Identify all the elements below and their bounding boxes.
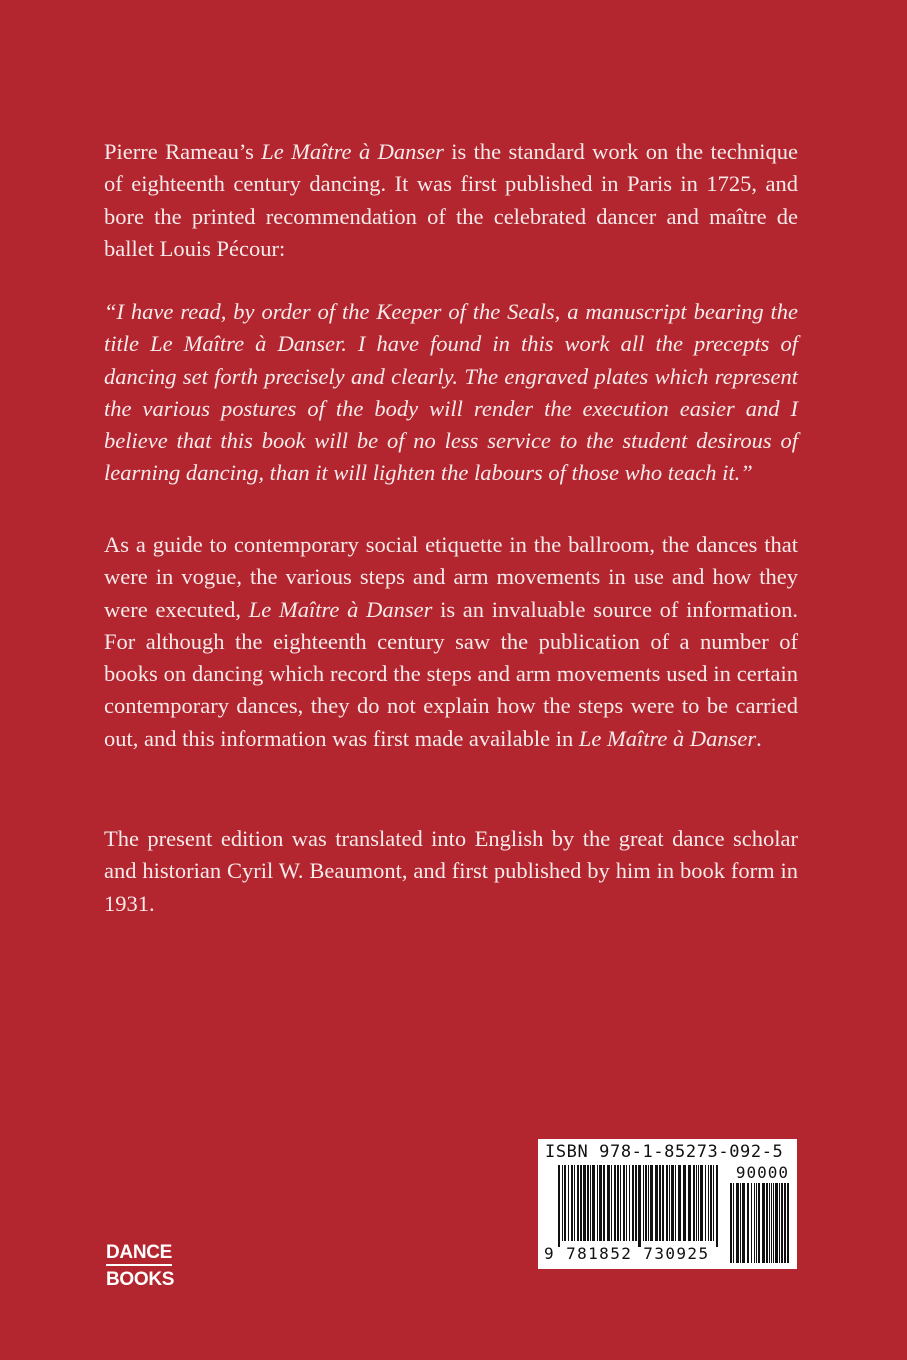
barcode-bar: [700, 1165, 703, 1241]
guide-text-3: .: [756, 725, 762, 751]
barcode-bar: [626, 1165, 627, 1241]
logo-divider: [106, 1264, 172, 1266]
ean-digits: 9 781852 730925: [544, 1244, 710, 1263]
barcode-addon-bar: [742, 1183, 745, 1263]
barcode-bar: [568, 1165, 569, 1241]
barcode-bar: [607, 1165, 610, 1241]
barcode-bar: [562, 1165, 563, 1241]
barcode-bar: [716, 1165, 718, 1247]
guide-paragraph: [104, 529, 798, 755]
barcode-addon-bar: [769, 1183, 770, 1263]
guide-text-2: is an invaluable source of information. For although the eighteenth century saw the publication of a number of books on dancing which record the steps and arm movements used in certain contemporary dances, they do not explain how the steps were to be carried out, and this information was first made available in: [104, 596, 798, 751]
barcode-bar: [698, 1165, 699, 1241]
barcode-bar: [696, 1165, 697, 1241]
logo-line-dance: DANCE: [106, 1242, 173, 1263]
barcode-bar: [666, 1165, 668, 1241]
barcode-addon-bar: [756, 1183, 757, 1263]
barcode-bar: [675, 1165, 676, 1241]
barcode-bar: [669, 1165, 670, 1241]
barcode-bar: [693, 1165, 695, 1241]
barcode-bar: [655, 1165, 658, 1241]
barcode-addon-bar: [771, 1183, 772, 1263]
barcode-bar: [558, 1165, 560, 1247]
barcode-bar: [632, 1165, 634, 1241]
edition-paragraph: The present edition was translated into English by the great dance scholar and historian Cyril W. Beaumont, and first published by him in book form in 1931.: [104, 826, 798, 916]
guide-text-1: As a guide to contemporary social etiquette in the ballroom, the dances that were in vogue, the various steps and arm movements in use and how they were executed,: [104, 532, 798, 622]
barcode-addon-bar: [751, 1183, 752, 1263]
barcode-bar: [599, 1165, 602, 1241]
barcode-bar: [643, 1165, 644, 1241]
barcode-bar: [583, 1165, 586, 1241]
intro-paragraph: [104, 136, 798, 265]
barcode-bar: [659, 1165, 661, 1241]
barcode-addon-bar: [747, 1183, 749, 1263]
book-title: Le Maître à Danser: [248, 596, 433, 622]
dance-books-logo: [106, 1242, 174, 1290]
barcode-addon-bar: [775, 1183, 778, 1263]
barcode-bar: [650, 1165, 653, 1241]
barcode-addon-bar: [740, 1183, 741, 1263]
barcode-bar: [705, 1165, 706, 1241]
barcode-addon-bar: [733, 1183, 734, 1263]
barcode-bar: [611, 1165, 612, 1241]
barcode-bar: [623, 1165, 625, 1241]
barcode-bar: [629, 1165, 630, 1241]
intro-text: Pierre Rameau’s: [104, 139, 262, 164]
barcode-bar: [708, 1165, 709, 1241]
barcode-addon-bar: [758, 1183, 760, 1263]
barcode-addon-bar: [787, 1183, 789, 1263]
pecour-quote: “I have read, by order of the Keeper of the Seals, a manuscript bearing the title Le Maître à Danser. I have found in this work all the precepts of dancing set forth precisely and clearly. The engraved plates which represent the various postures of the body will render the execution easier and I believe that this book will be of no less service to the student desirous of learning dancing, than it will lighten the labours of those who teach it.”: [104, 299, 798, 486]
isbn-barcode: [538, 1139, 797, 1269]
barcode-bar: [662, 1165, 664, 1241]
barcode-bar: [592, 1165, 595, 1241]
barcode-bar: [671, 1165, 674, 1241]
barcode-bar: [617, 1165, 619, 1241]
barcode-bar: [614, 1165, 616, 1241]
barcode-bar: [571, 1165, 573, 1241]
book-title: Le Maître à Danser: [578, 725, 757, 751]
barcode-bar: [713, 1165, 714, 1241]
barcode-bar: [620, 1165, 621, 1241]
barcode-addon-bar: [773, 1183, 774, 1263]
isbn-number: ISBN 978-1-85273-092-5: [545, 1142, 784, 1162]
barcode-addon-bar: [766, 1183, 768, 1263]
barcode-addon-bar: [779, 1183, 780, 1263]
barcode-bar: [635, 1165, 637, 1241]
barcode-addon-bar: [736, 1183, 739, 1263]
barcode-bar: [574, 1165, 575, 1241]
barcode-bar: [597, 1165, 598, 1241]
barcode-bar: [678, 1165, 681, 1241]
price-code: 90000: [735, 1163, 789, 1182]
barcode-bar: [648, 1165, 649, 1241]
barcode-bar: [590, 1165, 591, 1241]
logo-line-books: BOOKS: [106, 1269, 175, 1290]
barcode-bar: [688, 1165, 691, 1241]
barcode-bar: [710, 1165, 712, 1241]
barcode-bar: [645, 1165, 647, 1241]
barcode-addon-bar: [730, 1183, 732, 1263]
intro-rest: is the standard work on the technique of eighteenth century dancing. It was first published in Paris in 1725, and bore the printed recommendation of the celebrated dancer and maître de ballet Louis Pécour:: [104, 139, 799, 261]
barcode-bar: [603, 1165, 605, 1241]
barcode-bar: [683, 1165, 686, 1241]
barcode-addon-bar: [754, 1183, 755, 1263]
barcode-bar: [580, 1165, 582, 1241]
barcode-bar: [564, 1165, 566, 1241]
book-title: Le Maître à Danser: [261, 139, 444, 164]
barcode-addon-bar: [781, 1183, 783, 1263]
barcode-addon-bar: [784, 1183, 786, 1263]
barcode-addon-bar: [762, 1183, 765, 1263]
barcode-bar: [587, 1165, 589, 1241]
barcode-bar: [638, 1165, 641, 1247]
barcode-bar: [577, 1165, 579, 1241]
